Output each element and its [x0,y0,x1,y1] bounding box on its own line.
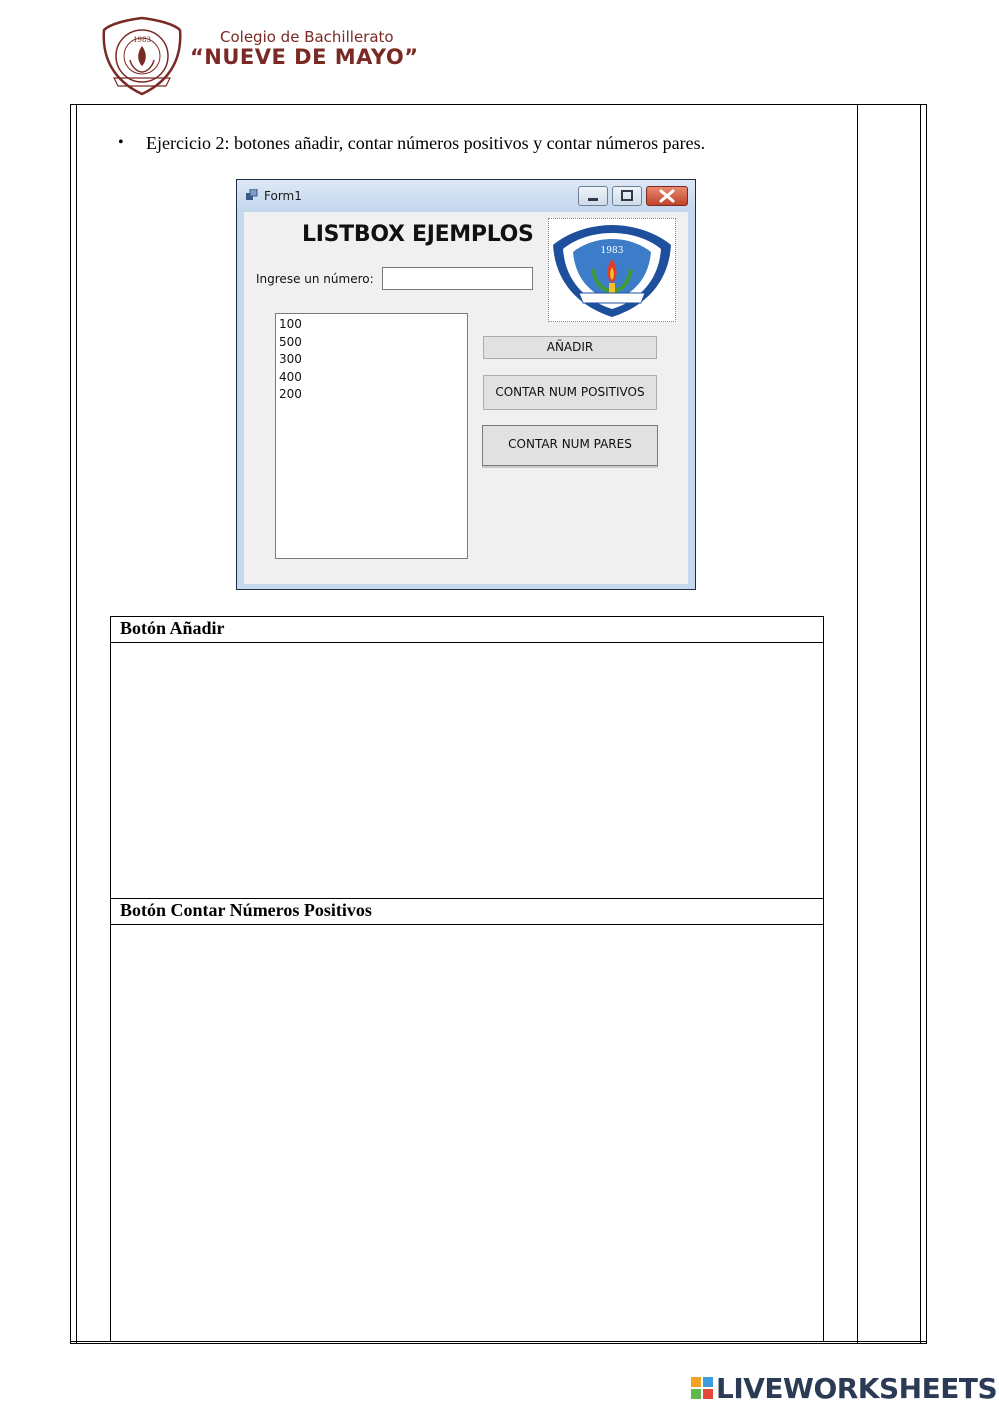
count-positive-button[interactable]: CONTAR NUM POSITIVOS [483,375,657,410]
school-logo-picturebox [548,218,676,322]
table-header-count-positive: Botón Contar Números Positivos [120,900,372,920]
form-client-area [244,212,688,584]
maximize-icon [613,187,641,205]
answer-area-count-positive[interactable] [111,925,823,1341]
form-title: Form1 [264,189,302,203]
minimize-button[interactable] [578,186,608,206]
liveworksheets-logo-icon [691,1377,713,1399]
form-heading: LISTBOX EJEMPLOS [302,222,534,247]
form-window [236,179,696,590]
logo-year-text: 1983 [600,246,624,256]
number-input[interactable] [382,267,533,290]
minimize-icon [579,187,607,205]
count-even-button[interactable]: CONTAR NUM PARES [482,425,658,466]
table-header-add: Botón Añadir [120,618,225,638]
listbox-item[interactable]: 400 [279,369,302,384]
liveworksheets-brand: LIVEWORKSHEETS [716,1372,998,1405]
add-button[interactable]: AÑADIR [483,336,657,359]
exercise-instruction: Ejercicio 2: botones añadir, contar números positivos y contar números pares. [146,133,706,153]
seal-year-text: 1983 [133,36,151,44]
school-seal-logo [100,16,184,96]
school-crest-icon [549,219,675,321]
window-app-icon [246,189,258,201]
listbox-item[interactable]: 300 [279,352,302,366]
listbox-item[interactable]: 100 [279,317,302,331]
answer-area-add[interactable] [111,643,823,898]
close-button[interactable] [646,186,688,206]
listbox-item[interactable]: 200 [279,387,302,401]
bullet-point: • [118,134,124,151]
school-subtitle: Colegio de Bachillerato [220,28,394,46]
maximize-button[interactable] [612,186,642,206]
numbers-listbox[interactable] [275,313,468,559]
school-name: “NUEVE DE MAYO” [190,45,419,69]
listbox-item[interactable]: 500 [279,334,302,349]
number-input-label: Ingrese un número: [256,272,374,286]
close-icon [647,187,687,205]
form-titlebar [237,180,695,212]
